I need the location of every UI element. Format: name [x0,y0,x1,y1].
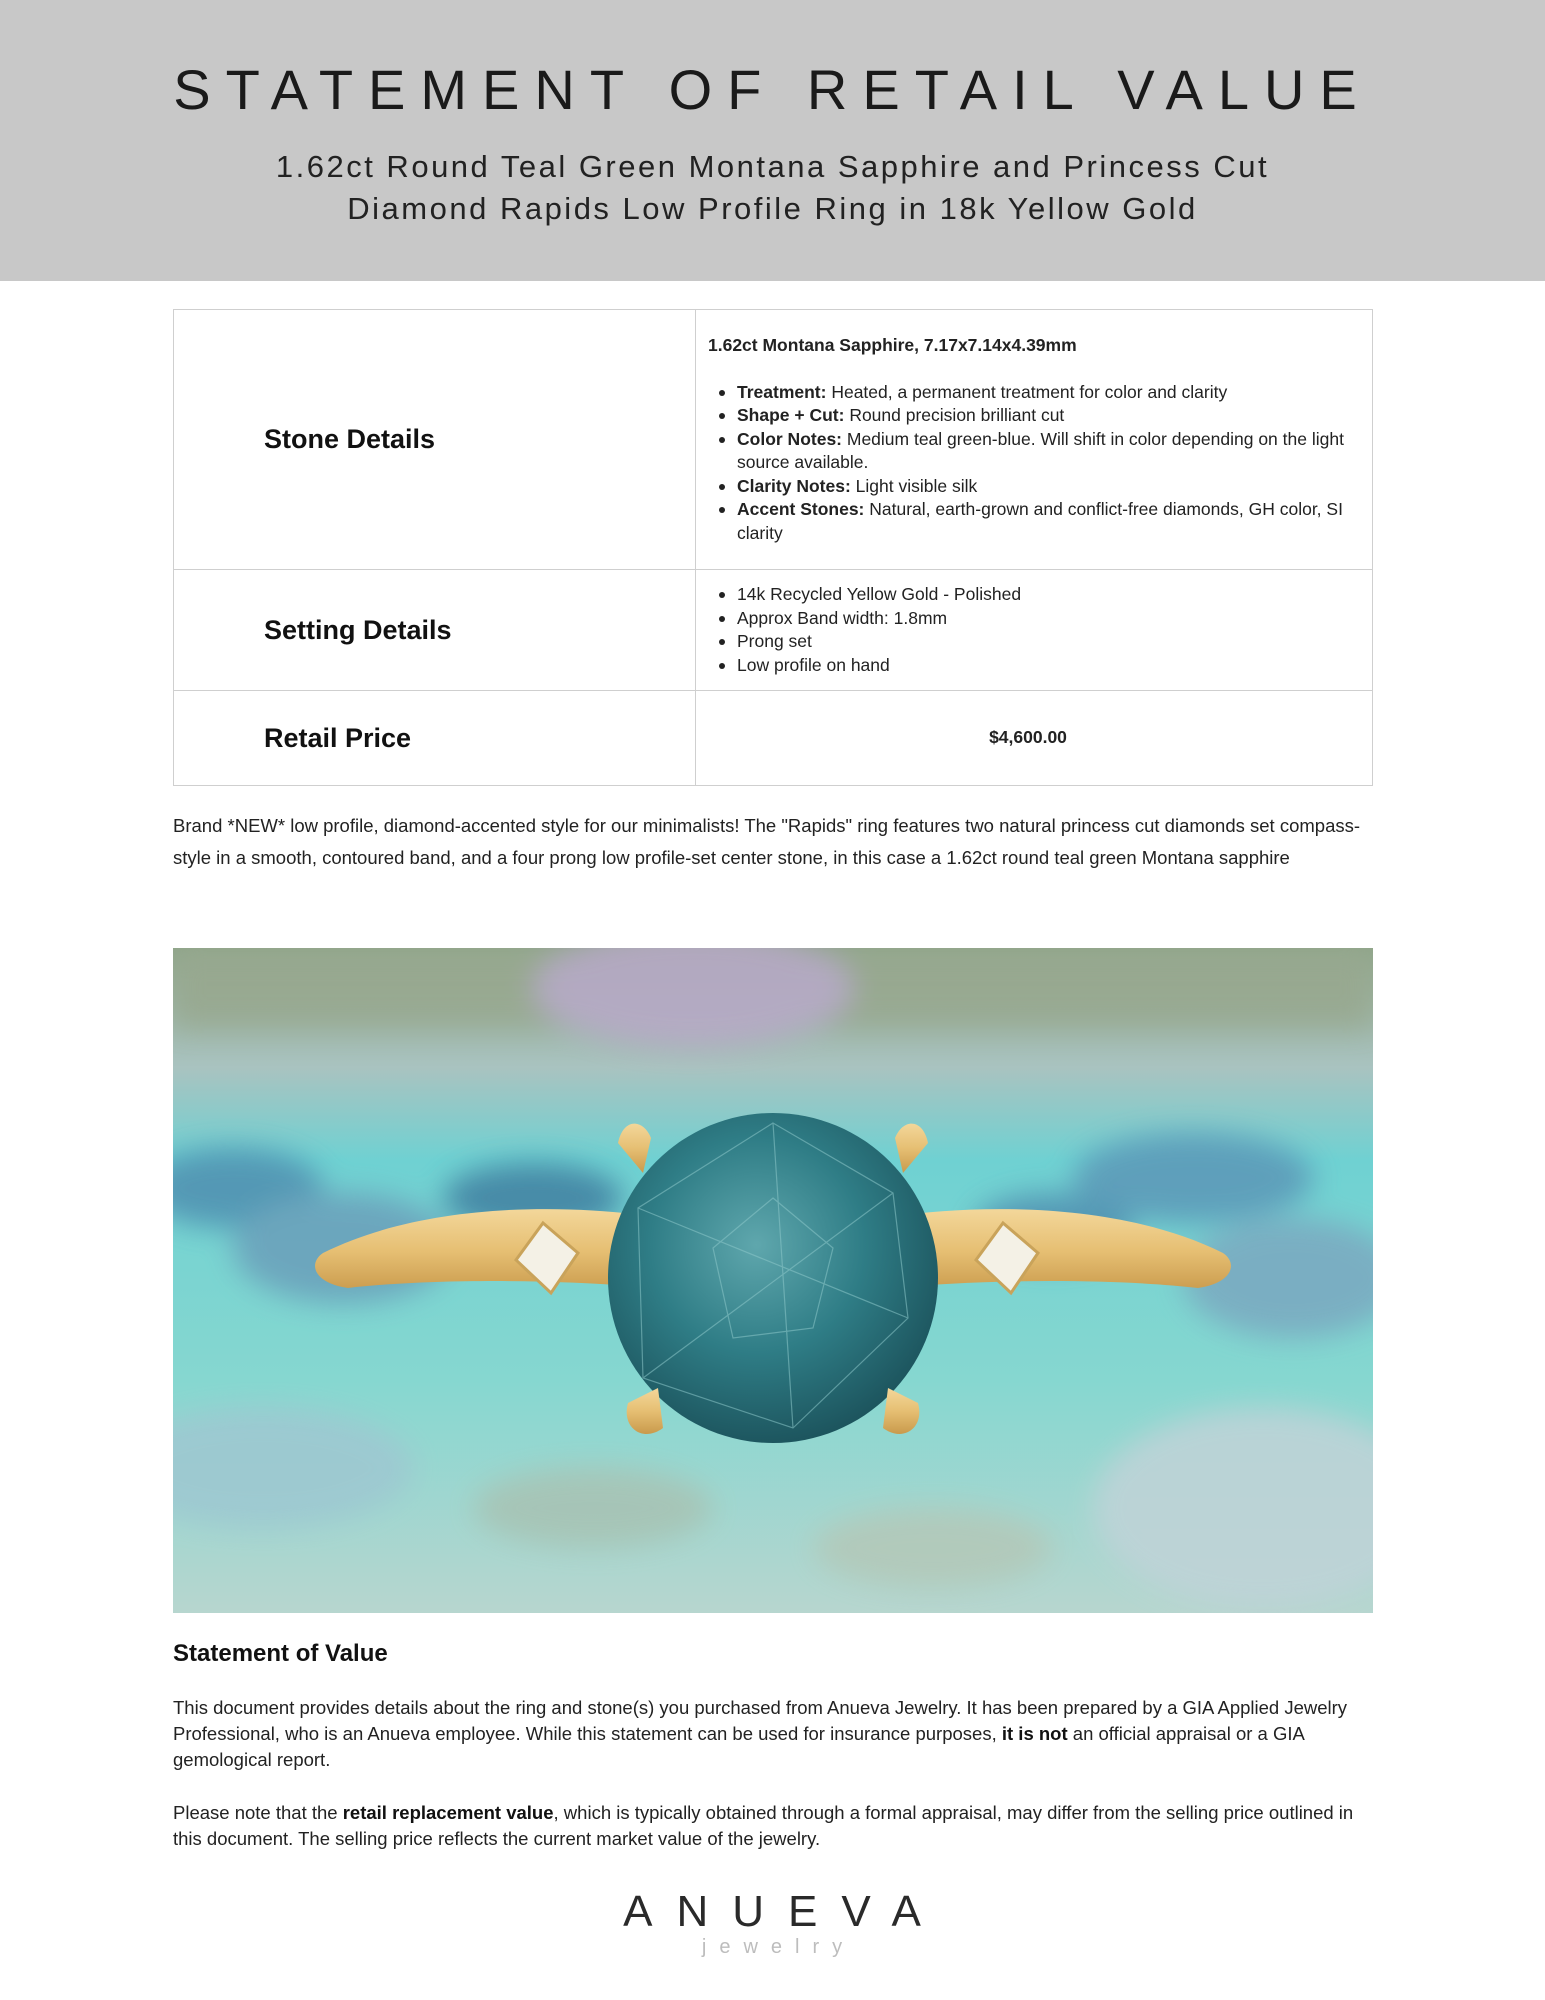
subtitle-line-1: 1.62ct Round Teal Green Montana Sapphire and Princess Cut [275,149,1270,184]
ring-illustration [173,948,1373,1613]
subtitle-line-2: Diamond Rapids Low Profile Ring in 18k Yellow Gold [347,191,1198,226]
stone-details-value [696,310,1373,570]
setting-details-list [708,583,1348,677]
setting-details-value [696,570,1373,691]
stone-heading: 1.62ct Montana Sapphire, 7.17x7.14x4.39mm [708,335,1077,355]
document-subtitle [180,146,1365,230]
list-item-value: Heated, a permanent treatment for color and clarity [826,381,1228,402]
stone-details-list [708,381,1348,546]
list-item-key: Clarity Notes: [737,475,851,496]
setting-details-row [174,570,1373,691]
setting-details-label: Setting Details [174,570,696,691]
ring-photo [173,948,1373,1613]
list-item-value: Medium teal green-blue. Will shift in color depending on the light source available. [737,428,1344,472]
logo-subtitle: jewelry [701,1936,856,1958]
list-item [708,404,1348,428]
list-item [708,498,1348,545]
statement-p1-text-b: an official appraisal or a GIA gemological report. [173,1723,1304,1770]
header-banner [0,0,1545,281]
list-item: Prong set [708,630,1348,654]
list-item-key: Shape + Cut: [737,405,845,425]
statement-paragraph-2 [173,1800,1383,1852]
list-item-key: Accent Stones: [737,499,865,519]
statement-paragraph-1 [173,1695,1383,1773]
retail-price-label: Retail Price [174,691,696,786]
stone-details-row [174,310,1373,570]
list-item-key: Treatment: [737,381,827,402]
list-item [708,381,1348,405]
list-item-key: Color Notes: [737,428,842,449]
statement-p2-text-a: Please note that the [173,1802,343,1823]
product-description: Brand *NEW* low profile, diamond-accented style for our minimalists! The "Rapids" ring features two natural princess cut diamonds set compass-style in a smooth, contoured band, and a four prong low profile-set center stone, in this case a 1.62ct round teal green Montana sapphire [173,815,1361,868]
retail-price-value: $4,600.00 [696,691,1373,786]
list-item: 14k Recycled Yellow Gold - Polished [708,583,1348,607]
list-item: Low profile on hand [708,654,1348,678]
list-item [708,428,1348,475]
list-item-value: Light visible silk [850,475,978,496]
logo-brand: ANUEVA [623,1887,945,1936]
list-item [708,475,1348,499]
statement-p2-emphasis: retail replacement value [342,1802,554,1823]
statement-of-value-title: Statement of Value [173,1640,388,1667]
statement-p1-emphasis: it is not [1001,1723,1068,1744]
anueva-logo [572,1887,972,1959]
list-item-value: Round precision brilliant cut [844,405,1065,425]
stone-details-label: Stone Details [174,310,696,570]
details-table [173,309,1373,786]
document-title: STATEMENT OF RETAIL VALUE [173,58,1372,121]
list-item: Approx Band width: 1.8mm [708,607,1348,631]
list-item-value: Natural, earth-grown and conflict-free diamonds, GH color, SI clarity [737,499,1343,543]
statement-p2-text-b: , which is typically obtained through a formal appraisal, may differ from the selling price outlined in this document. The selling price reflects the current market value of the jewelry. [173,1802,1354,1849]
retail-price-row [174,691,1373,786]
statement-p1-text-a: This document provides details about the ring and stone(s) you purchased from Anueva Jewelry. It has been prepared by a GIA Applied Jewelry Professional, who is an Anueva employee. While this statement can be used for insurance purposes, [173,1697,1348,1744]
